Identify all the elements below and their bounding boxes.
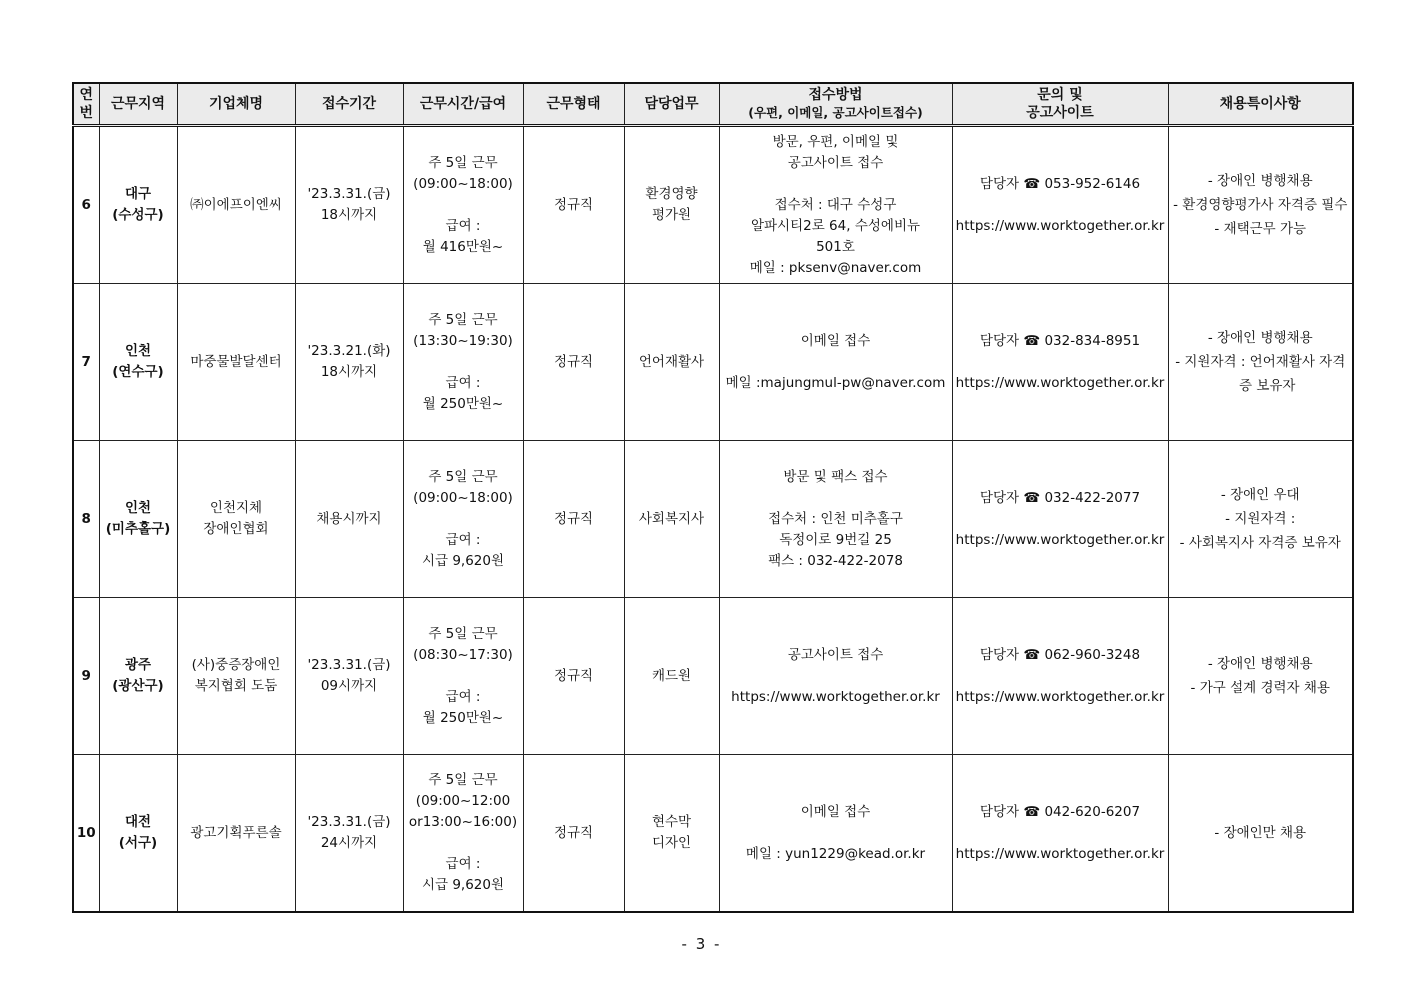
note-item: - 장애인 병행채용 (1207, 173, 1313, 189)
cell-line: 주 5일 근무 (428, 468, 498, 485)
cell-line: '23.3.31.(금) (307, 657, 391, 673)
note-item: - 환경영향평가사 자격증 필수 (1173, 197, 1348, 213)
cell-line: 시급 9,620원 (421, 552, 505, 569)
row-type: 정규직 (523, 284, 624, 441)
cell-line: 마중물발달센터 (190, 353, 282, 370)
row-contact (952, 126, 1168, 284)
header-notes: 채용특이사항 (1168, 83, 1353, 126)
cell-line: (13:30~19:30) (413, 332, 513, 349)
cell-line: (연수구) (112, 364, 164, 380)
cell-line: 24시까지 (320, 835, 378, 851)
spacer (722, 352, 950, 373)
row-method (719, 284, 952, 441)
row-region (99, 598, 177, 755)
cell-line: 대구 (124, 186, 152, 202)
cell-line: 인천 (124, 343, 152, 359)
row-duty (624, 755, 719, 913)
row-period (295, 284, 403, 441)
row-duty (624, 441, 719, 598)
table-row (73, 126, 1353, 284)
row-company (177, 284, 295, 441)
contact-site-link[interactable]: https://www.worktogether.or.kr (955, 845, 1165, 862)
cell-line: 시급 9,620원 (421, 877, 505, 893)
row-company (177, 126, 295, 284)
row-type: 정규직 (523, 755, 624, 913)
cell-line: 메일 : yun1229@kead.or.kr (745, 845, 926, 862)
cell-line: (미추홀구) (105, 521, 171, 537)
cell-line: 인천 (124, 500, 152, 516)
cell-line: 09시까지 (320, 678, 378, 694)
row-period (295, 441, 403, 598)
row-hours-pay (403, 755, 523, 913)
row-hours-pay (403, 284, 523, 441)
cell-line: 급여 : (445, 531, 481, 548)
cell-line: 팩스 : 032-422-2078 (768, 552, 903, 569)
header-contact: 문의 및 공고사이트 (952, 83, 1168, 126)
row-period (295, 598, 403, 755)
row-number: 7 (73, 284, 99, 441)
header-hours-pay: 근무시간/급여 (403, 83, 523, 126)
note-item: - 장애인 우대 (1220, 487, 1300, 503)
row-company (177, 755, 295, 913)
table-row (73, 441, 1353, 598)
cell-line: 공고사이트 접수 (787, 646, 884, 663)
cell-line: (사)중증장애인 (191, 657, 281, 673)
cell-line: 방문 및 팩스 접수 (783, 468, 888, 485)
cell-line: (08:30~17:30) (413, 646, 513, 663)
cell-line: 독정이로 9번길 25 (779, 531, 892, 548)
contact-phone: 담당자 ☎ 053-952-6146 (979, 175, 1141, 192)
row-hours-pay (403, 441, 523, 598)
cell-line: 평가원 (651, 207, 692, 223)
cell-line: (09:00~18:00) (413, 175, 513, 192)
cell-line: 광주 (124, 657, 152, 673)
contact-site-link[interactable]: https://www.worktogether.or.kr (955, 374, 1165, 391)
cell-line: 환경영향 (645, 186, 698, 202)
cell-line: 이메일 접수 (800, 803, 871, 820)
cell-line: 급여 : (445, 856, 481, 872)
header-duty: 담당업무 (624, 83, 719, 126)
cell-line: 디자인 (651, 835, 692, 851)
cell-line: 월 416만원~ (422, 238, 504, 255)
cell-line: or13:00~16:00) (408, 814, 518, 830)
cell-line: '23.3.31.(금) (307, 814, 391, 830)
page-number: - 3 - (681, 935, 722, 953)
header-no: 연번 (73, 83, 99, 126)
cell-line: 공고사이트 접수 (787, 154, 884, 171)
row-hours-pay (403, 598, 523, 755)
contact-phone: 담당자 ☎ 042-620-6207 (979, 803, 1141, 820)
cell-line: 인천지체 (209, 500, 263, 516)
header-region: 근무지역 (99, 83, 177, 126)
cell-line: 현수막 (651, 814, 692, 830)
header-period: 접수기간 (295, 83, 403, 126)
row-region (99, 441, 177, 598)
note-item: - 장애인만 채용 (1214, 825, 1307, 841)
contact-phone: 담당자 ☎ 062-960-3248 (979, 646, 1141, 663)
cell-line: 채용시까지 (316, 510, 382, 527)
cell-line: 월 250만원~ (422, 709, 504, 726)
table-row (73, 755, 1353, 913)
cell-line: 캐드원 (651, 667, 692, 684)
contact-phone: 담당자 ☎ 032-422-2077 (979, 489, 1141, 506)
cell-line: (광산구) (112, 678, 164, 694)
contact-phone: 담당자 ☎ 032-834-8951 (979, 332, 1141, 349)
note-item: - 지원자격 : 언어재활사 자격증 보유자 (1175, 354, 1346, 394)
cell-line: 접수처 : 인천 미추홀구 (768, 510, 903, 527)
contact-site-link[interactable]: https://www.worktogether.or.kr (955, 217, 1165, 234)
row-notes (1168, 755, 1353, 913)
row-company (177, 598, 295, 755)
cell-line: 메일 : pksenv@naver.com (749, 259, 922, 276)
note-item: - 장애인 병행채용 (1207, 656, 1313, 672)
cell-line: 501호 (816, 238, 855, 255)
row-region (99, 126, 177, 284)
row-hours-pay (403, 126, 523, 284)
cell-line: 접수처 : 대구 수성구 (774, 196, 897, 213)
cell-line: 주 5일 근무 (428, 311, 498, 328)
cell-line: 언어재활사 (638, 353, 705, 370)
row-contact (952, 441, 1168, 598)
row-method (719, 755, 952, 913)
cell-line: ㈜이에프이엔씨 (190, 196, 282, 213)
note-item: - 장애인 병행채용 (1207, 330, 1313, 346)
table-row (73, 598, 1353, 755)
cell-line: 18시까지 (320, 207, 378, 223)
cell-line: 대전 (124, 814, 152, 830)
row-number: 8 (73, 441, 99, 598)
row-period (295, 126, 403, 284)
row-company (177, 441, 295, 598)
cell-line: 주 5일 근무 (428, 772, 498, 788)
row-method (719, 126, 952, 284)
spacer (722, 488, 950, 509)
cell-line: (09:00~12:00 (415, 793, 511, 809)
spacer (722, 666, 950, 687)
row-contact (952, 755, 1168, 913)
cell-line: 사회복지사 (638, 510, 705, 527)
cell-line: 급여 : (445, 374, 481, 391)
cell-line: 광고기획푸른솔 (190, 824, 282, 841)
cell-line: (수성구) (112, 207, 164, 223)
row-notes (1168, 441, 1353, 598)
row-duty (624, 126, 719, 284)
cell-line: (09:00~18:00) (413, 489, 513, 506)
cell-line: 주 5일 근무 (428, 625, 498, 642)
cell-line: 이메일 접수 (800, 332, 871, 349)
cell-line: '23.3.31.(금) (307, 186, 391, 202)
row-region (99, 755, 177, 913)
row-type: 정규직 (523, 598, 624, 755)
note-item: - 재택근무 가능 (1214, 221, 1307, 237)
cell-line: https://www.worktogether.or.kr (731, 688, 940, 705)
job-listing-table (72, 82, 1354, 913)
contact-site-link[interactable]: https://www.worktogether.or.kr (955, 688, 1165, 705)
table-row (73, 284, 1353, 441)
cell-line: 장애인협회 (203, 521, 269, 537)
row-contact (952, 284, 1168, 441)
cell-line: 복지협회 도둠 (194, 678, 278, 694)
cell-line: 주 5일 근무 (428, 154, 498, 171)
cell-line: 18시까지 (320, 364, 378, 380)
row-duty (624, 598, 719, 755)
row-method (719, 598, 952, 755)
cell-line: '23.3.21.(화) (307, 343, 391, 359)
spacer (722, 174, 950, 195)
row-number: 6 (73, 126, 99, 284)
header-company: 기업체명 (177, 83, 295, 126)
cell-line: 월 250만원~ (422, 395, 504, 412)
header-method: 접수방법 (우편, 이메일, 공고사이트접수) (719, 83, 952, 126)
cell-line: 알파시티2로 64, 수성에비뉴 (750, 217, 921, 234)
row-contact (952, 598, 1168, 755)
row-duty (624, 284, 719, 441)
cell-line: 방문, 우편, 이메일 및 (772, 133, 899, 150)
header-type: 근무형태 (523, 83, 624, 126)
row-notes (1168, 598, 1353, 755)
row-notes (1168, 284, 1353, 441)
note-item: - 가구 설계 경력자 채용 (1190, 680, 1330, 696)
row-type: 정규직 (523, 441, 624, 598)
cell-line: 급여 : (445, 688, 481, 705)
row-notes (1168, 126, 1353, 284)
row-period (295, 755, 403, 913)
row-number: 10 (73, 755, 99, 913)
cell-line: 급여 : (445, 217, 481, 234)
row-number: 9 (73, 598, 99, 755)
table-header-row (73, 83, 1353, 126)
spacer (722, 823, 950, 844)
note-item: - 사회복지사 자격증 보유자 (1179, 535, 1341, 551)
cell-line: (서구) (118, 835, 158, 851)
row-type: 정규직 (523, 126, 624, 284)
row-region (99, 284, 177, 441)
contact-site-link[interactable]: https://www.worktogether.or.kr (955, 531, 1165, 548)
cell-line: 메일 :majungmul-pw@naver.com (725, 374, 946, 391)
row-method (719, 441, 952, 598)
note-item: - 지원자격 : (1225, 511, 1296, 527)
